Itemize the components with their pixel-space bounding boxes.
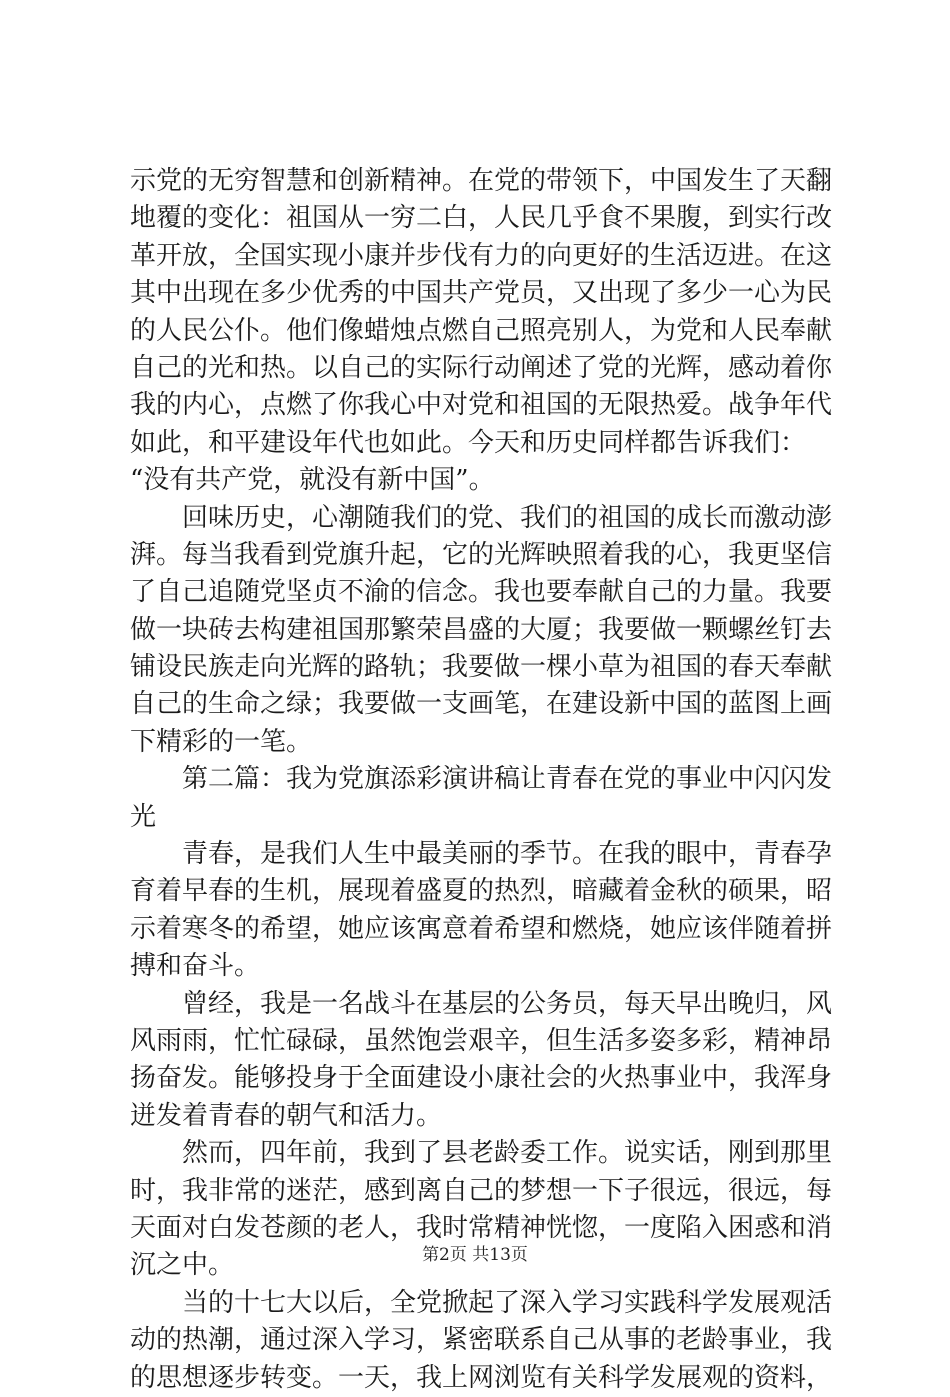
text-line: 天面对白发苍颜的老人，我时常精神恍惚，一度陷入困惑和消: [130, 1212, 833, 1243]
text-line: 做一块砖去构建祖国那繁荣昌盛的大厦；我要做一颗螺丝钉去: [130, 614, 833, 645]
text-line: 铺设民族走向光辉的路轨；我要做一棵小草为祖国的春天奉献: [130, 652, 833, 683]
document-body: [130, 163, 833, 1397]
section-heading-line: 第二篇：我为党旗添彩演讲稿让青春在党的事业中闪闪发: [182, 764, 833, 795]
text-line: 下精彩的一笔。: [130, 726, 313, 757]
text-line: 的思想逐步转变。一天，我上网浏览有关科学发展观的资料，: [130, 1362, 833, 1393]
text-line: 我的内心，点燃了你我心中对党和祖国的无限热爱。战争年代: [130, 390, 833, 421]
text-line: 风雨雨，忙忙碌碌，虽然饱尝艰辛，但生活多姿多彩，精神昂: [130, 1025, 833, 1056]
text-line: 湃。每当我看到党旗升起，它的光辉映照着我的心，我更坚信: [130, 539, 833, 570]
text-line: 迸发着青春的朝气和活力。: [130, 1100, 443, 1131]
text-line: 地覆的变化：祖国从一穷二白，人民几乎食不果腹，到实行改: [130, 203, 833, 234]
text-line: 时，我非常的迷茫，感到离自己的梦想一下子很远，很远，每: [130, 1175, 833, 1206]
section-heading-line: 光: [130, 801, 157, 832]
text-line: 自己的生命之绿；我要做一支画笔，在建设新中国的蓝图上画: [130, 689, 833, 720]
text-line: 沉之中。: [130, 1250, 235, 1281]
text-line: 其中出现在多少优秀的中国共产党员，又出现了多少一心为民: [130, 278, 833, 309]
text-line: 扬奋发。能够投身于全面建设小康社会的火热事业中，我浑身: [130, 1063, 833, 1094]
text-line: 搏和奋斗。: [130, 951, 261, 982]
text-line: 育着早春的生机，展现着盛夏的热烈，暗藏着金秋的硕果，昭: [130, 876, 833, 907]
text-line: 如此，和平建设年代也如此。今天和历史同样都告诉我们：: [130, 427, 807, 458]
text-line: 革开放，全国实现小康并步伐有力的向更好的生活迈进。在这: [130, 240, 833, 271]
text-line: 自己的光和热。以自己的实际行动阐述了党的光辉，感动着你: [130, 352, 833, 383]
text-line: 动的热潮，通过深入学习，紧密联系自己从事的老龄事业，我: [130, 1325, 833, 1356]
text-line: 曾经，我是一名战斗在基层的公务员，每天早出晚归，风: [182, 988, 833, 1019]
text-line: 了自己追随党坚贞不渝的信念。我也要奉献自己的力量。我要: [130, 577, 833, 608]
page-number-footer: 第2页 共13页: [422, 1245, 528, 1265]
text-line: 当的十七大以后，全党掀起了深入学习实践科学发展观活: [182, 1287, 833, 1318]
text-line: 然而，四年前，我到了县老龄委工作。说实话，刚到那里: [182, 1138, 833, 1169]
text-line: “没有共产党，就没有新中国”。: [130, 465, 495, 496]
text-line: 的人民公仆。他们像蜡烛点燃自己照亮别人，为党和人民奉献: [130, 315, 833, 346]
text-line: 回味历史，心潮随我们的党、我们的祖国的成长而激动澎: [182, 502, 833, 533]
text-line: 示党的无穷智慧和创新精神。在党的带领下，中国发生了天翻: [130, 166, 833, 196]
text-line: 示着寒冬的希望，她应该寓意着希望和燃烧，她应该伴随着拼: [130, 913, 833, 944]
text-line: 青春，是我们人生中最美丽的季节。在我的眼中，青春孕: [182, 839, 833, 870]
